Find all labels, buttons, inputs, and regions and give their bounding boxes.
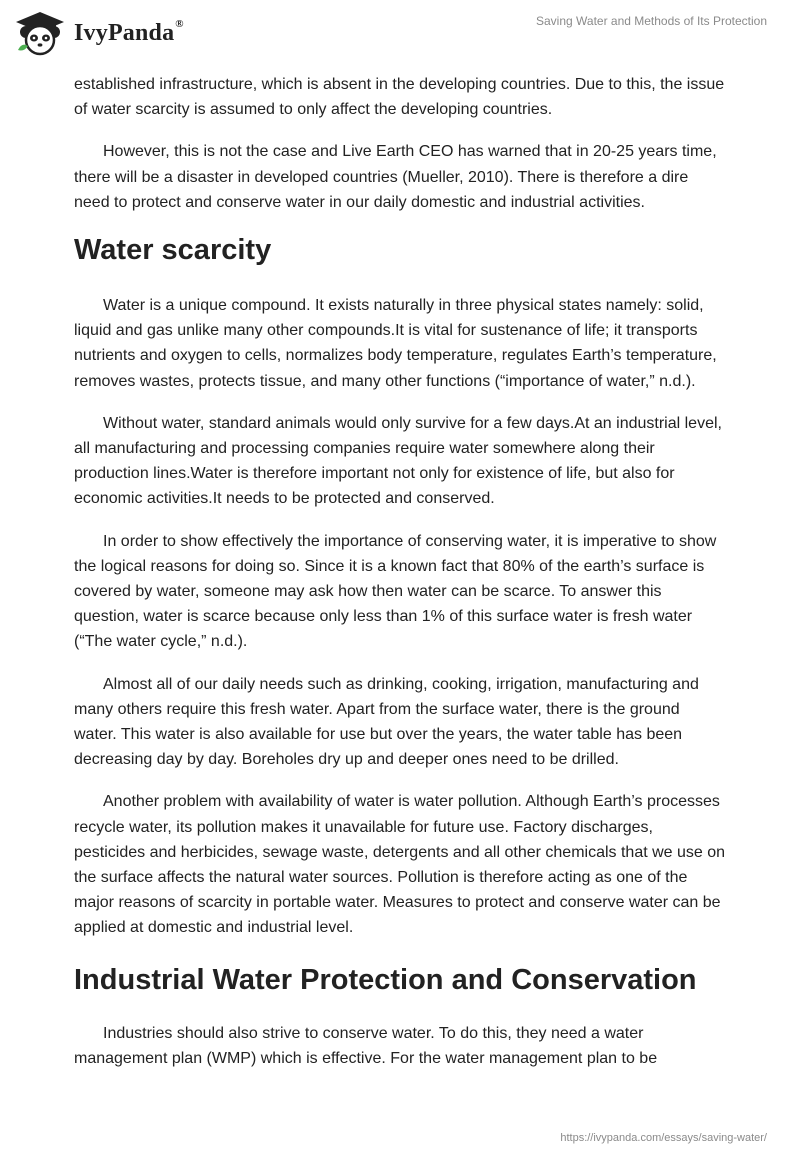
- section-heading-industrial: Industrial Water Protection and Conservation: [74, 963, 697, 996]
- registered-mark: ®: [175, 17, 184, 30]
- paragraph: Another problem with availability of water is water pollution. Although Earth’s processes recycle water, its pollution makes it unavailable for future use. Factory discharges, pesticides and herbicides, sewage waste, detergents and all other chemicals that we use on the surface affects the natural water sources. Pollution is therefore acting as one of the major reasons of scarcity in portable water. Measures to protect and conserve water can be applied at domestic and industrial level.: [74, 793, 726, 937]
- source-url[interactable]: https://ivypanda.com/essays/saving-water/: [560, 1132, 767, 1144]
- brand-name: IvyPanda®: [74, 17, 184, 46]
- panda-graduation-cap-icon: [14, 10, 66, 56]
- section-heading-water-scarcity: Water scarcity: [74, 234, 272, 267]
- page-header: [0, 0, 800, 70]
- paragraph: In order to show effectively the importance of conserving water, it is imperative to show the logical reasons for doing so. Since it is a known fact that 80% of the earth’s surface is covered by water, someone may ask how then water can be scarce. To answer this question, water is scarce because only less than 1% of this surface water is fresh water (“The water cycle,” n.d.).: [74, 532, 717, 651]
- paragraph: Without water, standard animals would only survive for a few days.At an industrial level, all manufacturing and processing companies require water somewhere along their production lines.Water is therefore important not only for existence of life, but also for economic activities.It needs to be protected and conserved.: [74, 414, 722, 508]
- paragraph: Industries should also strive to conserve water. To do this, they need a water management plan (WMP) which is effective. For the water management plan to be: [74, 1024, 658, 1067]
- document-title: Saving Water and Methods of Its Protection: [535, 14, 767, 28]
- paragraph: Almost all of our daily needs such as drinking, cooking, irrigation, manufacturing and many others require this fresh water. Apart from the surface water, there is the ground water. This water is also available for use but over the years, the water table has been decreasing day by day. Boreholes dry up and deeper ones need to be drilled.: [74, 675, 699, 769]
- essay-content: [74, 72, 726, 1088]
- ivypanda-logo[interactable]: [14, 10, 184, 56]
- paragraph: However, this is not the case and Live Earth CEO has warned that in 20-25 years time, there will be a disaster in developed countries (Mueller, 2010). There is therefore a dire need to protect and conserve water in our daily domestic and industrial activities.: [74, 143, 717, 211]
- paragraph: Water is a unique compound. It exists naturally in three physical states namely: solid, liquid and gas unlike many other compounds.It is vital for sustenance of life; it transports nutrients and oxygen to cells, normalizes body temperature, regulates Earth’s temperature, removes wastes, protects tissue, and many other functions (“importance of water,” n.d.).: [74, 297, 717, 390]
- paragraph: established infrastructure, which is absent in the developing countries. Due to this, the issue of water scarcity is assumed to only affect the developing countries.: [74, 76, 725, 119]
